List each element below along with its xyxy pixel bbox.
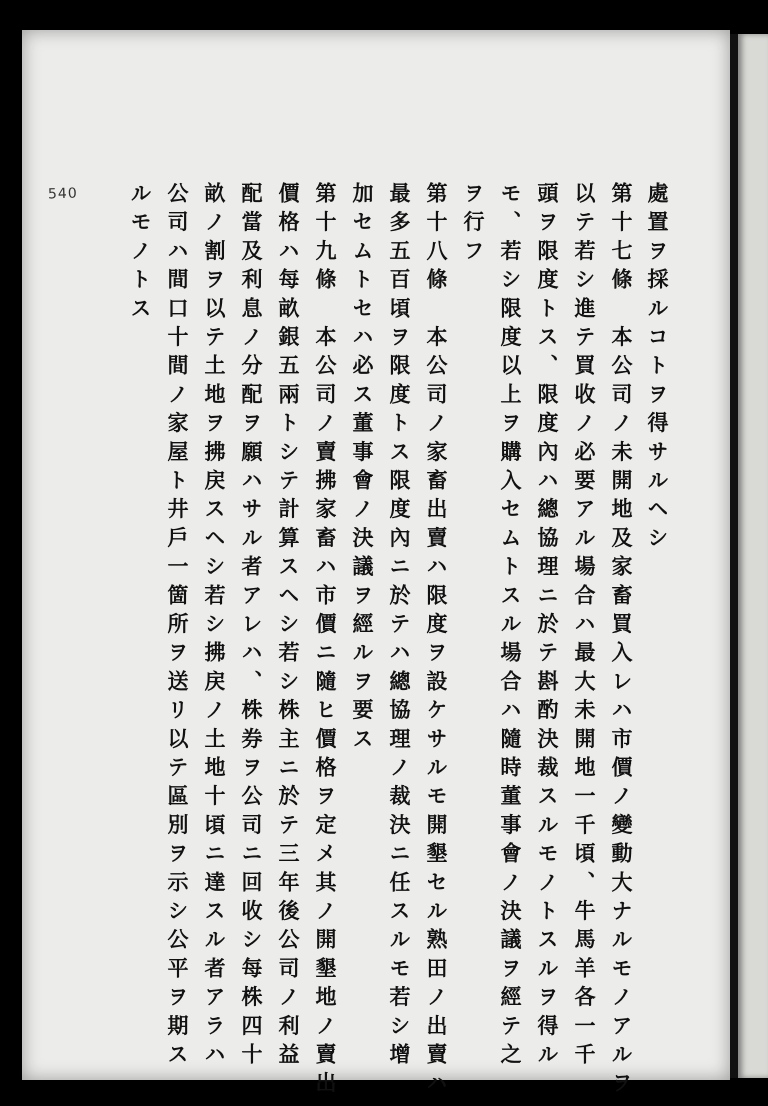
text-column-7: 第十八條 本公司ノ家畜出賣ハ限度ヲ設ケサルモ開墾セル熟田ノ出賣ハ — [424, 182, 449, 1101]
text-column-10: 第十九條 本公司ノ賣拂家畜ハ市價ニ隨ヒ價格ヲ定メ其ノ開墾地ノ賣出 — [313, 182, 338, 1101]
text-column-9: 加セムトセハ必ス董事會ノ決議ヲ經ルヲ要ス — [350, 182, 375, 756]
text-column-5: モ、若シ限度以上ヲ購入セムトスル場合ハ隨時董事會ノ決議ヲ經テ之 — [498, 182, 523, 1072]
text-column-2: 第十七條 本公司ノ未開地及家畜買入レハ市價ノ變動大ナルモノアルヲ — [609, 182, 634, 1101]
text-column-12: 配當及利息ノ分配ヲ願ハサル者アレハ、株券ヲ公司ニ回收シ每株四十 — [239, 182, 264, 1072]
text-column-13: 畝ノ割ヲ以テ土地ヲ拂戻スヘシ若シ拂戻ノ土地十頃ニ達スル者アラハ — [202, 182, 227, 1072]
text-column-14: 公司ハ間口十間ノ家屋ト井戶一箇所ヲ送リ以テ區別ヲ示シ公平ヲ期ス — [165, 182, 190, 1072]
adjacent-page-edge — [738, 34, 768, 1078]
page-number: 540 — [47, 185, 79, 203]
text-column-3: 以テ若シ進テ買收ノ必要アル場合ハ最大未開地一千頃、牛馬羊各一千 — [572, 182, 597, 1072]
text-column-11: 價格ハ每畝銀五兩トシテ計算スヘシ若シ株主ニ於テ三年後公司ノ利益 — [276, 182, 301, 1072]
text-column-15: ルモノトス — [128, 182, 153, 326]
text-column-8: 最多五百頃ヲ限度トス限度內ニ於テハ總協理ノ裁決ニ任スルモ若シ增 — [387, 182, 412, 1072]
book-spine — [730, 34, 738, 1078]
text-column-4: 頭ヲ限度トス、限度內ハ總協理ニ於テ斟酌決裁スルモノトスルヲ得ル — [535, 182, 560, 1072]
text-column-6: ヲ行フ — [461, 182, 486, 269]
text-column-1: 處置ヲ採ルコトヲ得サルヘシ — [645, 182, 670, 556]
